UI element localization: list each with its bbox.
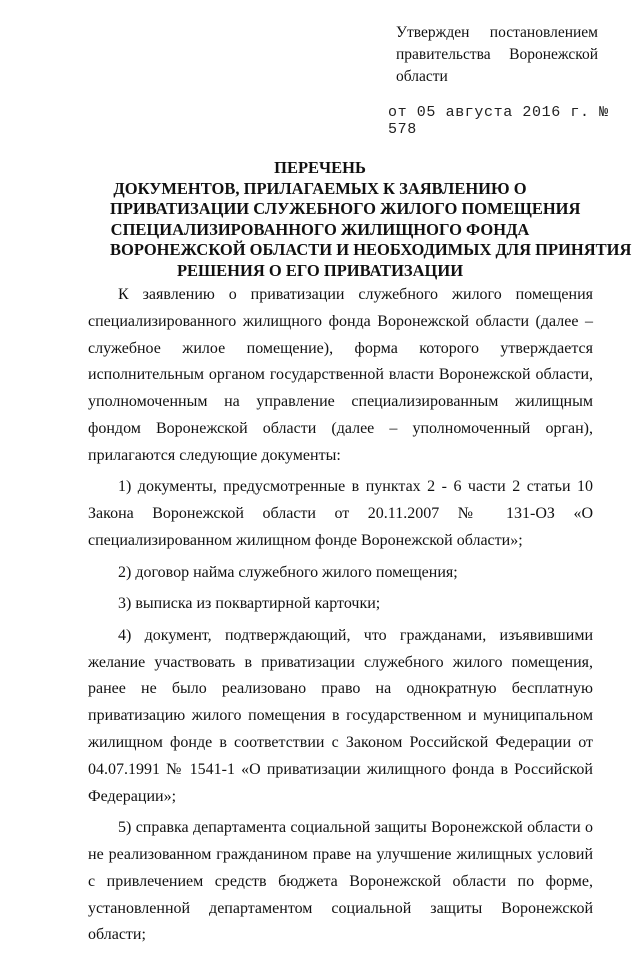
title-line: РЕШЕНИЯ О ЕГО ПРИВАТИЗАЦИИ — [176, 260, 464, 280]
document-title — [110, 158, 632, 281]
approval-line: правительства Воронежской — [396, 46, 598, 63]
list-item: 4) документ, подтверждающий, что гражданами, изъявившими желание участвовать в приватизации служебного жилого помещения, ранее не было реализовано право на однократную бесплатную приватизацию жилого помещения в государственном и муниципальном жилищном фонде в соответствии с Законом Российской Федерации от 04.07.1991 № 1541-1 «О приватизации жилищного фонда в Российской Федерации»; — [88, 626, 593, 805]
approval-line: Утвержден постановлением — [396, 24, 598, 41]
title-line: ПЕРЕЧЕНЬ — [274, 158, 366, 177]
approval-line: области — [396, 68, 448, 85]
approval-date: от 05 августа 2016 г. № 578 — [388, 104, 609, 138]
intro-paragraph: К заявлению о приватизации служебного жилого помещения специализированного жилищного фонда Воронежской области (далее – служебное жилое помещение), форма которого утверждается исполнительным органом государственной власти Воронежской области, уполномоченным на управление специализированным жилищным фондом Воронежской области (далее – уполномоченный орган), прилагаются следующие документы: — [88, 286, 593, 464]
list-item: 3) выписка из поквартирной карточки; — [118, 595, 381, 613]
title-line: ПРИВАТИЗАЦИИ СЛУЖЕБНОГО ЖИЛОГО ПОМЕЩЕНИЯ — [110, 199, 581, 218]
list-item: 2) договор найма служебного жилого помещения; — [118, 563, 458, 581]
title-line: ВОРОНЕЖСКОЙ ОБЛАСТИ И НЕОБХОДИМЫХ ДЛЯ ПРИНЯТИЯ — [110, 240, 632, 259]
list-item: 5) справка департамента социальной защиты Воронежской области о не реализованном гражданином праве на улучшение жилищных условий с привлечением средств бюджета Воронежской области по форме, установленной департаментом социальной защиты Воронежской области; — [88, 819, 593, 944]
approval-stamp — [396, 22, 598, 88]
title-line: СПЕЦИАЛИЗИРОВАННОГО ЖИЛИЩНОГО ФОНДА — [110, 219, 530, 239]
document-body — [88, 282, 593, 954]
title-line: ДОКУМЕНТОВ, ПРИЛАГАЕМЫХ К ЗАЯВЛЕНИЮ О — [113, 178, 527, 198]
list-item: 1) документы, предусмотренные в пунктах 2 - 6 части 2 статьи 10 Закона Воронежской области от 20.11.2007 № 131-ОЗ «О специализированном жилищном фонде Воронежской области»; — [88, 478, 593, 549]
